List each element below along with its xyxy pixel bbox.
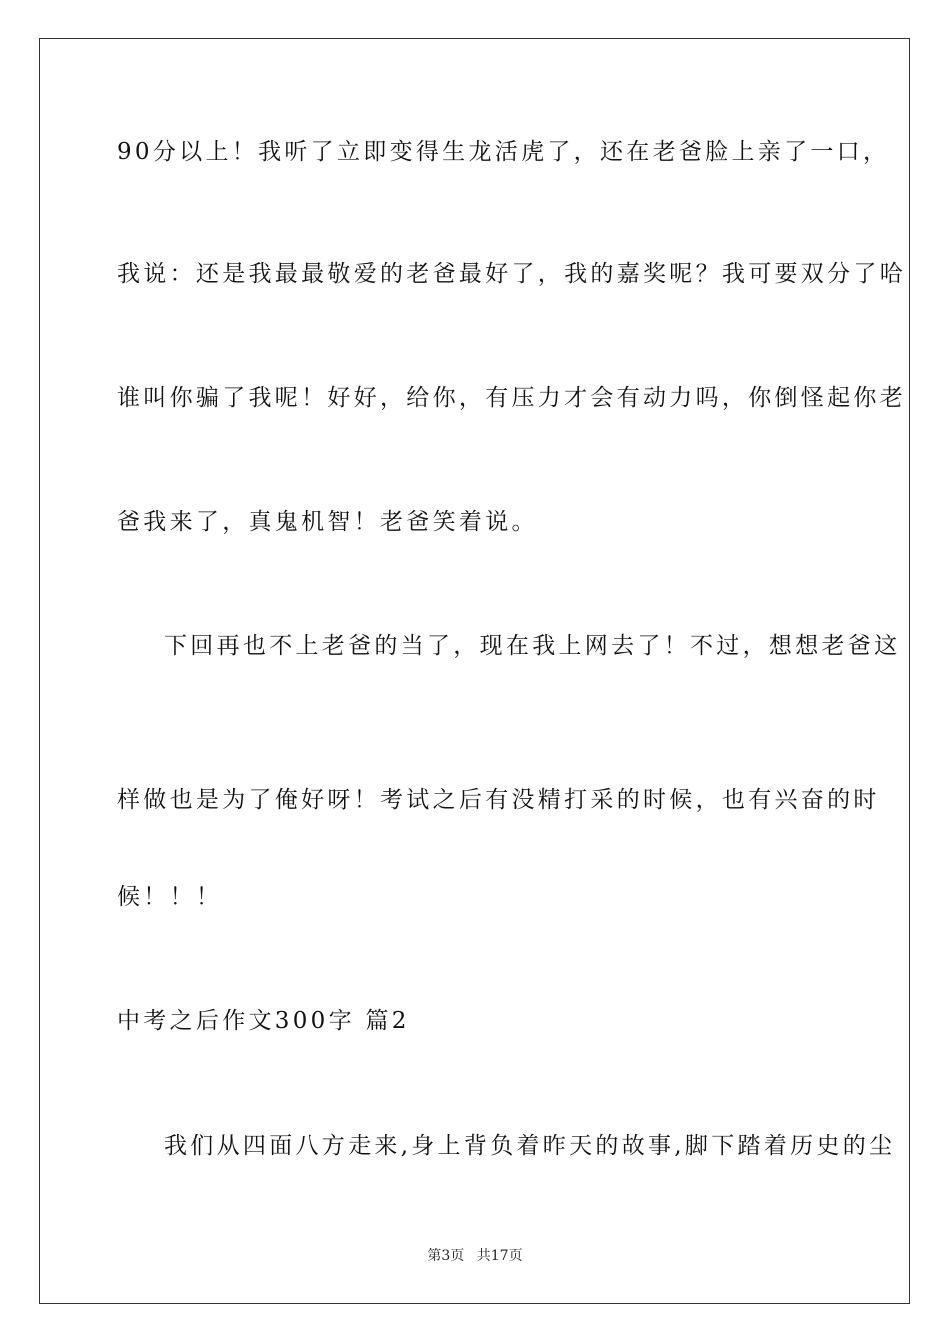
text-line-1: 90分以上！我听了立即变得生龙活虎了，还在老爸脸上亲了一口， xyxy=(117,139,890,165)
text-line-9: 我们从四面八方走来,身上背负着昨天的故事,脚下踏着历史的尘 xyxy=(164,1133,896,1159)
text-line-2: 我说：还是我最最敬爱的老爸最好了，我的嘉奖呢？我可要双分了哈 xyxy=(117,261,906,287)
current-page-label: 第3页 xyxy=(427,1248,465,1264)
page-border xyxy=(39,38,910,1304)
text-line-7: 候！！！ xyxy=(117,884,223,910)
text-line-3: 谁叫你骗了我呢！好好，给你，有压力才会有动力吗，你倒怪起你老 xyxy=(117,385,906,411)
text-line-4: 爸我来了，真鬼机智！老爸笑着说。 xyxy=(117,509,538,535)
total-pages-label: 共17页 xyxy=(476,1248,523,1264)
text-line-6: 样做也是为了俺好呀！考试之后有没精打采的时候，也有兴奋的时 xyxy=(117,787,880,813)
text-line-5: 下回再也不上老爸的当了，现在我上网去了！不过，想想老爸这 xyxy=(164,633,901,659)
page-footer xyxy=(0,1247,950,1265)
section-heading: 中考之后作文300字 篇2 xyxy=(117,1008,410,1034)
